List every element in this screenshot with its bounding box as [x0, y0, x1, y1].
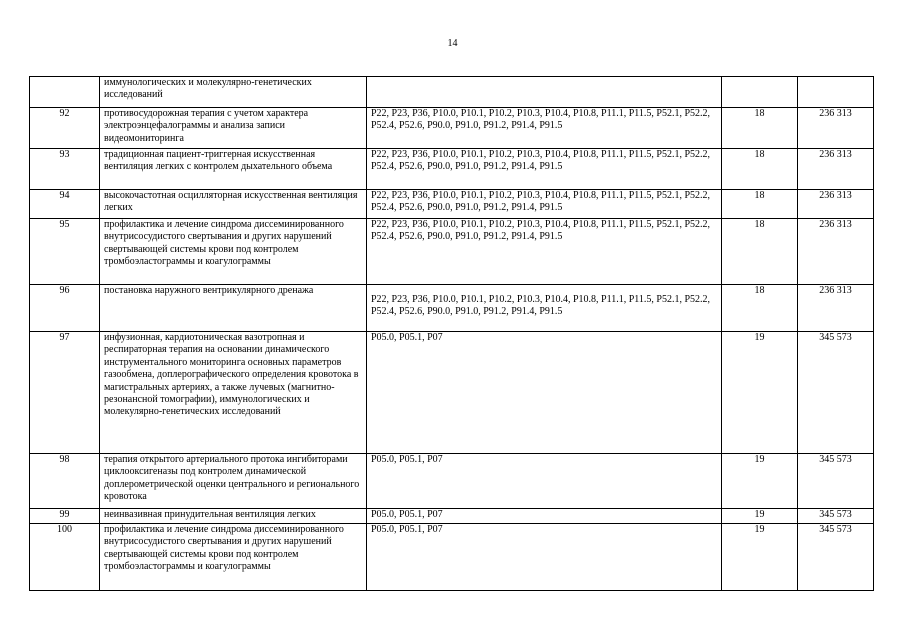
price-cell: 236 313: [798, 190, 874, 219]
procedure-name-cell: инфузионная, кардиотоническая вазотропная и респираторная терапия на основании динамического инструментального мониторинга основных параметров газообмена, доплерографического определения кровотока в магистральных артериях, а также лучевых (магнитно-резонансной томографии), иммунологических и молекулярно-генетических исследований: [100, 332, 367, 454]
row-number-cell: 92: [30, 108, 100, 149]
diagnosis-codes-cell: P22, P23, P36, P10.0, P10.1, P10.2, P10.3, P10.4, P10.8, P11.1, P11.5, P52.1, P52.2, P52.4, P52.6, P90.0, P91.0, P91.2, P91.4, P91.5: [367, 108, 722, 149]
diagnosis-codes-cell: P05.0, P05.1, P07: [367, 524, 722, 591]
table-row: [30, 108, 874, 149]
procedure-name-cell: противосудорожная терапия с учетом характера электроэнцефалограммы и анализа записи видеомониторинга: [100, 108, 367, 149]
row-number-cell: 96: [30, 285, 100, 332]
row-number-cell: 94: [30, 190, 100, 219]
procedure-name-cell: профилактика и лечение синдрома диссеминированного внутрисосудистого свертывания и других нарушений свертывающей системы крови под контролем тромбоэластограммы и коагулограммы: [100, 219, 367, 285]
procedure-name-cell: иммунологических и молекулярно-генетических исследований: [100, 77, 367, 108]
diagnosis-codes-cell: [367, 77, 722, 108]
procedure-name-cell: постановка наружного вентрикулярного дренажа: [100, 285, 367, 332]
row-number-cell: 95: [30, 219, 100, 285]
group-cell: 19: [722, 454, 798, 509]
procedure-name-cell: традиционная пациент-триггерная искусственная вентиляция легких с контролем дыхательного объема: [100, 149, 367, 190]
table-row: [30, 454, 874, 509]
price-cell: 236 313: [798, 219, 874, 285]
row-number-cell: 97: [30, 332, 100, 454]
diagnosis-codes-cell: P22, P23, P36, P10.0, P10.1, P10.2, P10.3, P10.4, P10.8, P11.1, P11.5, P52.1, P52.2, P52.4, P52.6, P90.0, P91.0, P91.2, P91.4, P91.5: [367, 219, 722, 285]
group-cell: 18: [722, 190, 798, 219]
price-cell: [798, 77, 874, 108]
procedure-name-cell: неинвазивная принудительная вентиляция легких: [100, 509, 367, 524]
price-cell: 345 573: [798, 454, 874, 509]
price-cell: 236 313: [798, 285, 874, 332]
procedure-name-cell: высокочастотная осцилляторная искусственная вентиляция легких: [100, 190, 367, 219]
price-cell: 345 573: [798, 332, 874, 454]
table-row: [30, 285, 874, 332]
diagnosis-codes-cell: P22, P23, P36, P10.0, P10.1, P10.2, P10.3, P10.4, P10.8, P11.1, P11.5, P52.1, P52.2, P52.4, P52.6, P90.0, P91.0, P91.2, P91.4, P91.5: [367, 190, 722, 219]
group-cell: 18: [722, 108, 798, 149]
diagnosis-codes-cell: P05.0, P05.1, P07: [367, 509, 722, 524]
row-number-cell: 100: [30, 524, 100, 591]
procedures-table: [29, 76, 874, 591]
page-number: 14: [447, 38, 458, 49]
table-row: [30, 524, 874, 591]
diagnosis-codes-text: P22, P23, P36, P10.0, P10.1, P10.2, P10.3, P10.4, P10.8, P11.1, P11.5, P52.1, P52.2, P52.4, P52.6, P90.0, P91.0, P91.2, P91.4, P91.5: [371, 294, 711, 318]
group-cell: [722, 77, 798, 108]
group-cell: 19: [722, 332, 798, 454]
procedure-name-cell: терапия открытого артериального протока ингибиторами циклооксигеназы под контролем динамической доплерометрической оценки центрального и регионального кровотока: [100, 454, 367, 509]
group-cell: 18: [722, 219, 798, 285]
price-cell: 236 313: [798, 149, 874, 190]
table-row: [30, 332, 874, 454]
group-cell: 18: [722, 285, 798, 332]
table-row: [30, 77, 874, 108]
row-number-cell: 99: [30, 509, 100, 524]
price-cell: 345 573: [798, 509, 874, 524]
diagnosis-codes-cell: P22, P23, P36, P10.0, P10.1, P10.2, P10.3, P10.4, P10.8, P11.1, P11.5, P52.1, P52.2, P52.4, P52.6, P90.0, P91.0, P91.2, P91.4, P91.5: [367, 149, 722, 190]
row-number-cell: 93: [30, 149, 100, 190]
group-cell: 19: [722, 509, 798, 524]
table-row: [30, 149, 874, 190]
diagnosis-codes-cell: P05.0, P05.1, P07: [367, 454, 722, 509]
table-row: [30, 190, 874, 219]
price-cell: 345 573: [798, 524, 874, 591]
group-cell: 18: [722, 149, 798, 190]
price-cell: 236 313: [798, 108, 874, 149]
diagnosis-codes-cell: [367, 285, 722, 332]
row-number-cell: [30, 77, 100, 108]
group-cell: 19: [722, 524, 798, 591]
diagnosis-codes-cell: P05.0, P05.1, P07: [367, 332, 722, 454]
table-row: [30, 509, 874, 524]
row-number-cell: 98: [30, 454, 100, 509]
table-row: [30, 219, 874, 285]
procedure-name-cell: профилактика и лечение синдрома диссеминированного внутрисосудистого свертывания и других нарушений свертывающей системы крови под контролем тромбоэластограммы и коагулограммы: [100, 524, 367, 591]
